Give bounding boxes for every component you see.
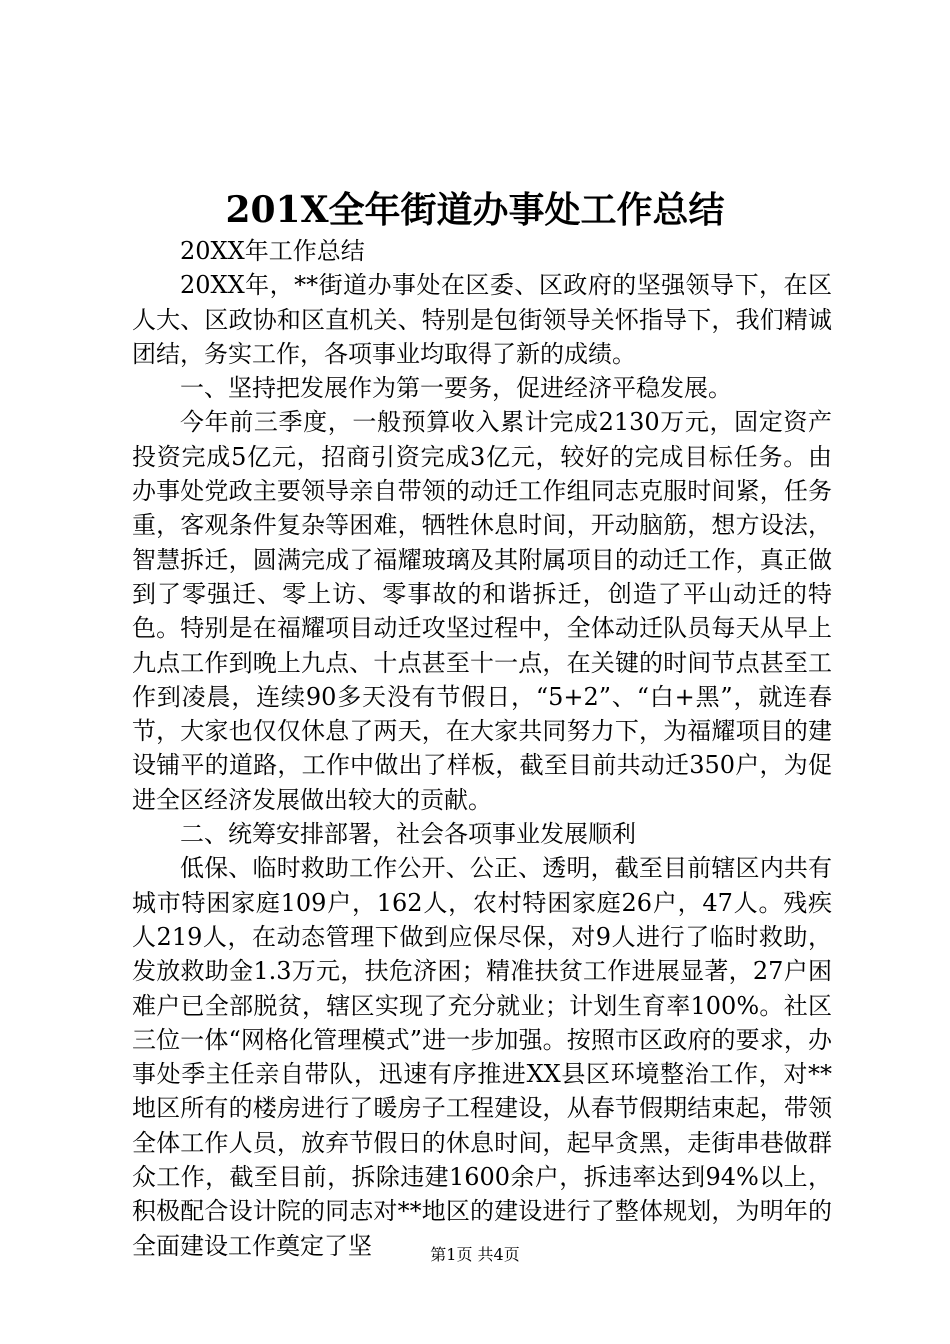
paragraph-social: 低保、临时救助工作公开、公正、透明，截至目前辖区内共有城市特困家庭109户，162人，农村特困家庭26户，47人。残疾人219人，在动态管理下做到应保尽保，对9人进行了临时救助，发放救助金1.3万元，扶危济困；精准扶贫工作进展显著，27户困难户已全部脱贫，辖区实现了充分就业；计划生育率100%。社区三位一体“网格化管理模式”进一步加强。按照市区政府的要求，办事处季主任亲自带队，迅速有序推进XX县区环境整治工作，对**地区所有的楼房进行了暖房子工程建设，从春节假期结束起，带领全体工作人员，放弃节假日的休息时间，起早贪黑，走街串巷做群众工作，截至目前，拆除违建1600余户，拆违率达到94%以上，积极配合设计院的同志对**地区的建设进行了整体规划，为明年的全面建设工作奠定了坚 bbox=[132, 854, 832, 1260]
paragraph-subtitle: 20XX年工作总结 bbox=[180, 237, 365, 265]
paragraph-intro: 20XX年，**街道办事处在区委、区政府的坚强领导下，在区人大、区政协和区直机关、特别是包街领导关怀指导下，我们精诚团结，务实工作，各项事业均取得了新的成绩。 bbox=[132, 271, 832, 368]
section-heading-2: 二、统筹安排部署，社会各项事业发展顺利 bbox=[180, 820, 636, 849]
section-heading-1: 一、坚持把发展作为第一要务，促进经济平稳发展。 bbox=[180, 374, 732, 403]
paragraph-economy: 今年前三季度，一般预算收入累计完成2130万元，固定资产投资完成5亿元，招商引资完成3亿元，较好的完成目标任务。由办事处党政主要领导亲自带领的动迁工作组同志克服时间紧，任务重，客观条件复杂等困难，牺牲休息时间，开动脑筋，想方设法，智慧拆迁，圆满完成了福耀玻璃及其附属项目的动迁工作，真正做到了零强迁、零上访、零事故的和谐拆迁，创造了平山动迁的特色。特别是在福耀项目动迁攻坚过程中，全体动迁队员每天从早上九点工作到晚上九点、十点甚至十一点，在关键的时间节点甚至工作到凌晨，连续90多天没有节假日，“5+2”、“白+黑”，就连春节，大家也仅仅休息了两天，在大家共同努力下，为福耀项目的建设铺平的道路，工作中做出了样板，截至目前共动迁350户，为促进全区经济发展做出较大的贡献。 bbox=[132, 408, 832, 814]
document-body bbox=[132, 234, 832, 1263]
page-number: 第1页 共4页 bbox=[430, 1245, 520, 1264]
document-title: 201X全年街道办事处工作总结 bbox=[225, 189, 725, 231]
